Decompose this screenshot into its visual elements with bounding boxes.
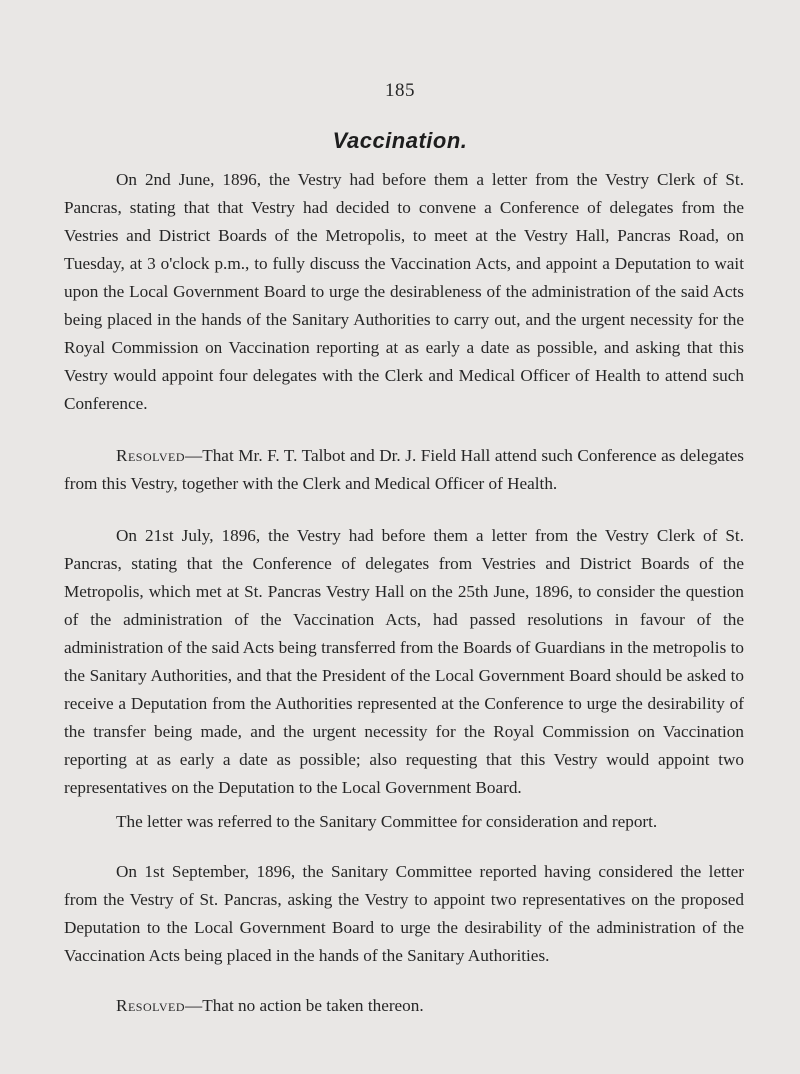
page-number: 185 — [385, 80, 415, 101]
paragraph-september-report: On 1st September, 1896, the Sanitary Committee reported having considered the letter from the Vestry of St. Pancras, asking the Vestry to appoint two representatives on the proposed Deputation to the Local Government Board to urge the desirability of the administration of the Vaccination Acts being placed in the hands of the Sanitary Authorities. — [64, 862, 744, 965]
paragraph-resolution-no-action — [64, 992, 744, 1020]
resolution-text: —That Mr. F. T. Talbot and Dr. J. Field Hall attend such Conference as delegates from this Vestry, together with the Clerk and Medical Officer of Health. — [64, 446, 744, 493]
resolved-label: Resolved — [116, 996, 186, 1015]
body-text — [64, 166, 744, 1020]
paragraph-resolution-delegates — [64, 442, 744, 498]
paragraph-july-letter: On 21st July, 1896, the Vestry had before them a letter from the Vestry Clerk of St. Pancras, stating that the Conference of delegates from Vestries and District Boards of the Metropolis, which met at St. Pancras Vestry Hall on the 25th June, 1896, to consider the question of the administration of the Vaccination Acts, had passed resolutions in favour of the administration of the said Acts being transferred from the Boards of Guardians in the metropolis to the Sanitary Authorities, and that the President of the Local Government Board should be asked to receive a Deputation from the Authorities represented at the Conference to urge the desirability of the transfer being made, and the urgent necessity for the Royal Commission on Vaccination reporting at as early a date as possible; also requesting that this Vestry would appoint two representatives on the Deputation to the Local Government Board. — [64, 526, 744, 797]
paragraph-june-letter: On 2nd June, 1896, the Vestry had before them a letter from the Vestry Clerk of St. Pancras, stating that that Vestry had decided to convene a Conference of delegates from the Vestries and District Boards of the Metropolis, to meet at the Vestry Hall, Pancras Road, on Tuesday, at 3 o'clock p.m., to fully discuss the Vaccination Acts, and appoint a Deputation to wait upon the Local Government Board to urge the desirableness of the administration of the said Acts being placed in the hands of the Sanitary Authorities to carry out, and the urgent necessity for the Royal Commission on Vaccination reporting at as early a date as possible, and asking that this Vestry would appoint four delegates with the Clerk and Medical Officer of Health to attend such Conference. — [64, 170, 744, 413]
paragraph-referral: The letter was referred to the Sanitary Committee for consideration and report. — [116, 812, 658, 831]
resolved-label: Resolved — [116, 446, 186, 465]
section-heading: Vaccination. — [332, 128, 468, 153]
resolution-text: —That no action be taken thereon. — [185, 996, 424, 1015]
